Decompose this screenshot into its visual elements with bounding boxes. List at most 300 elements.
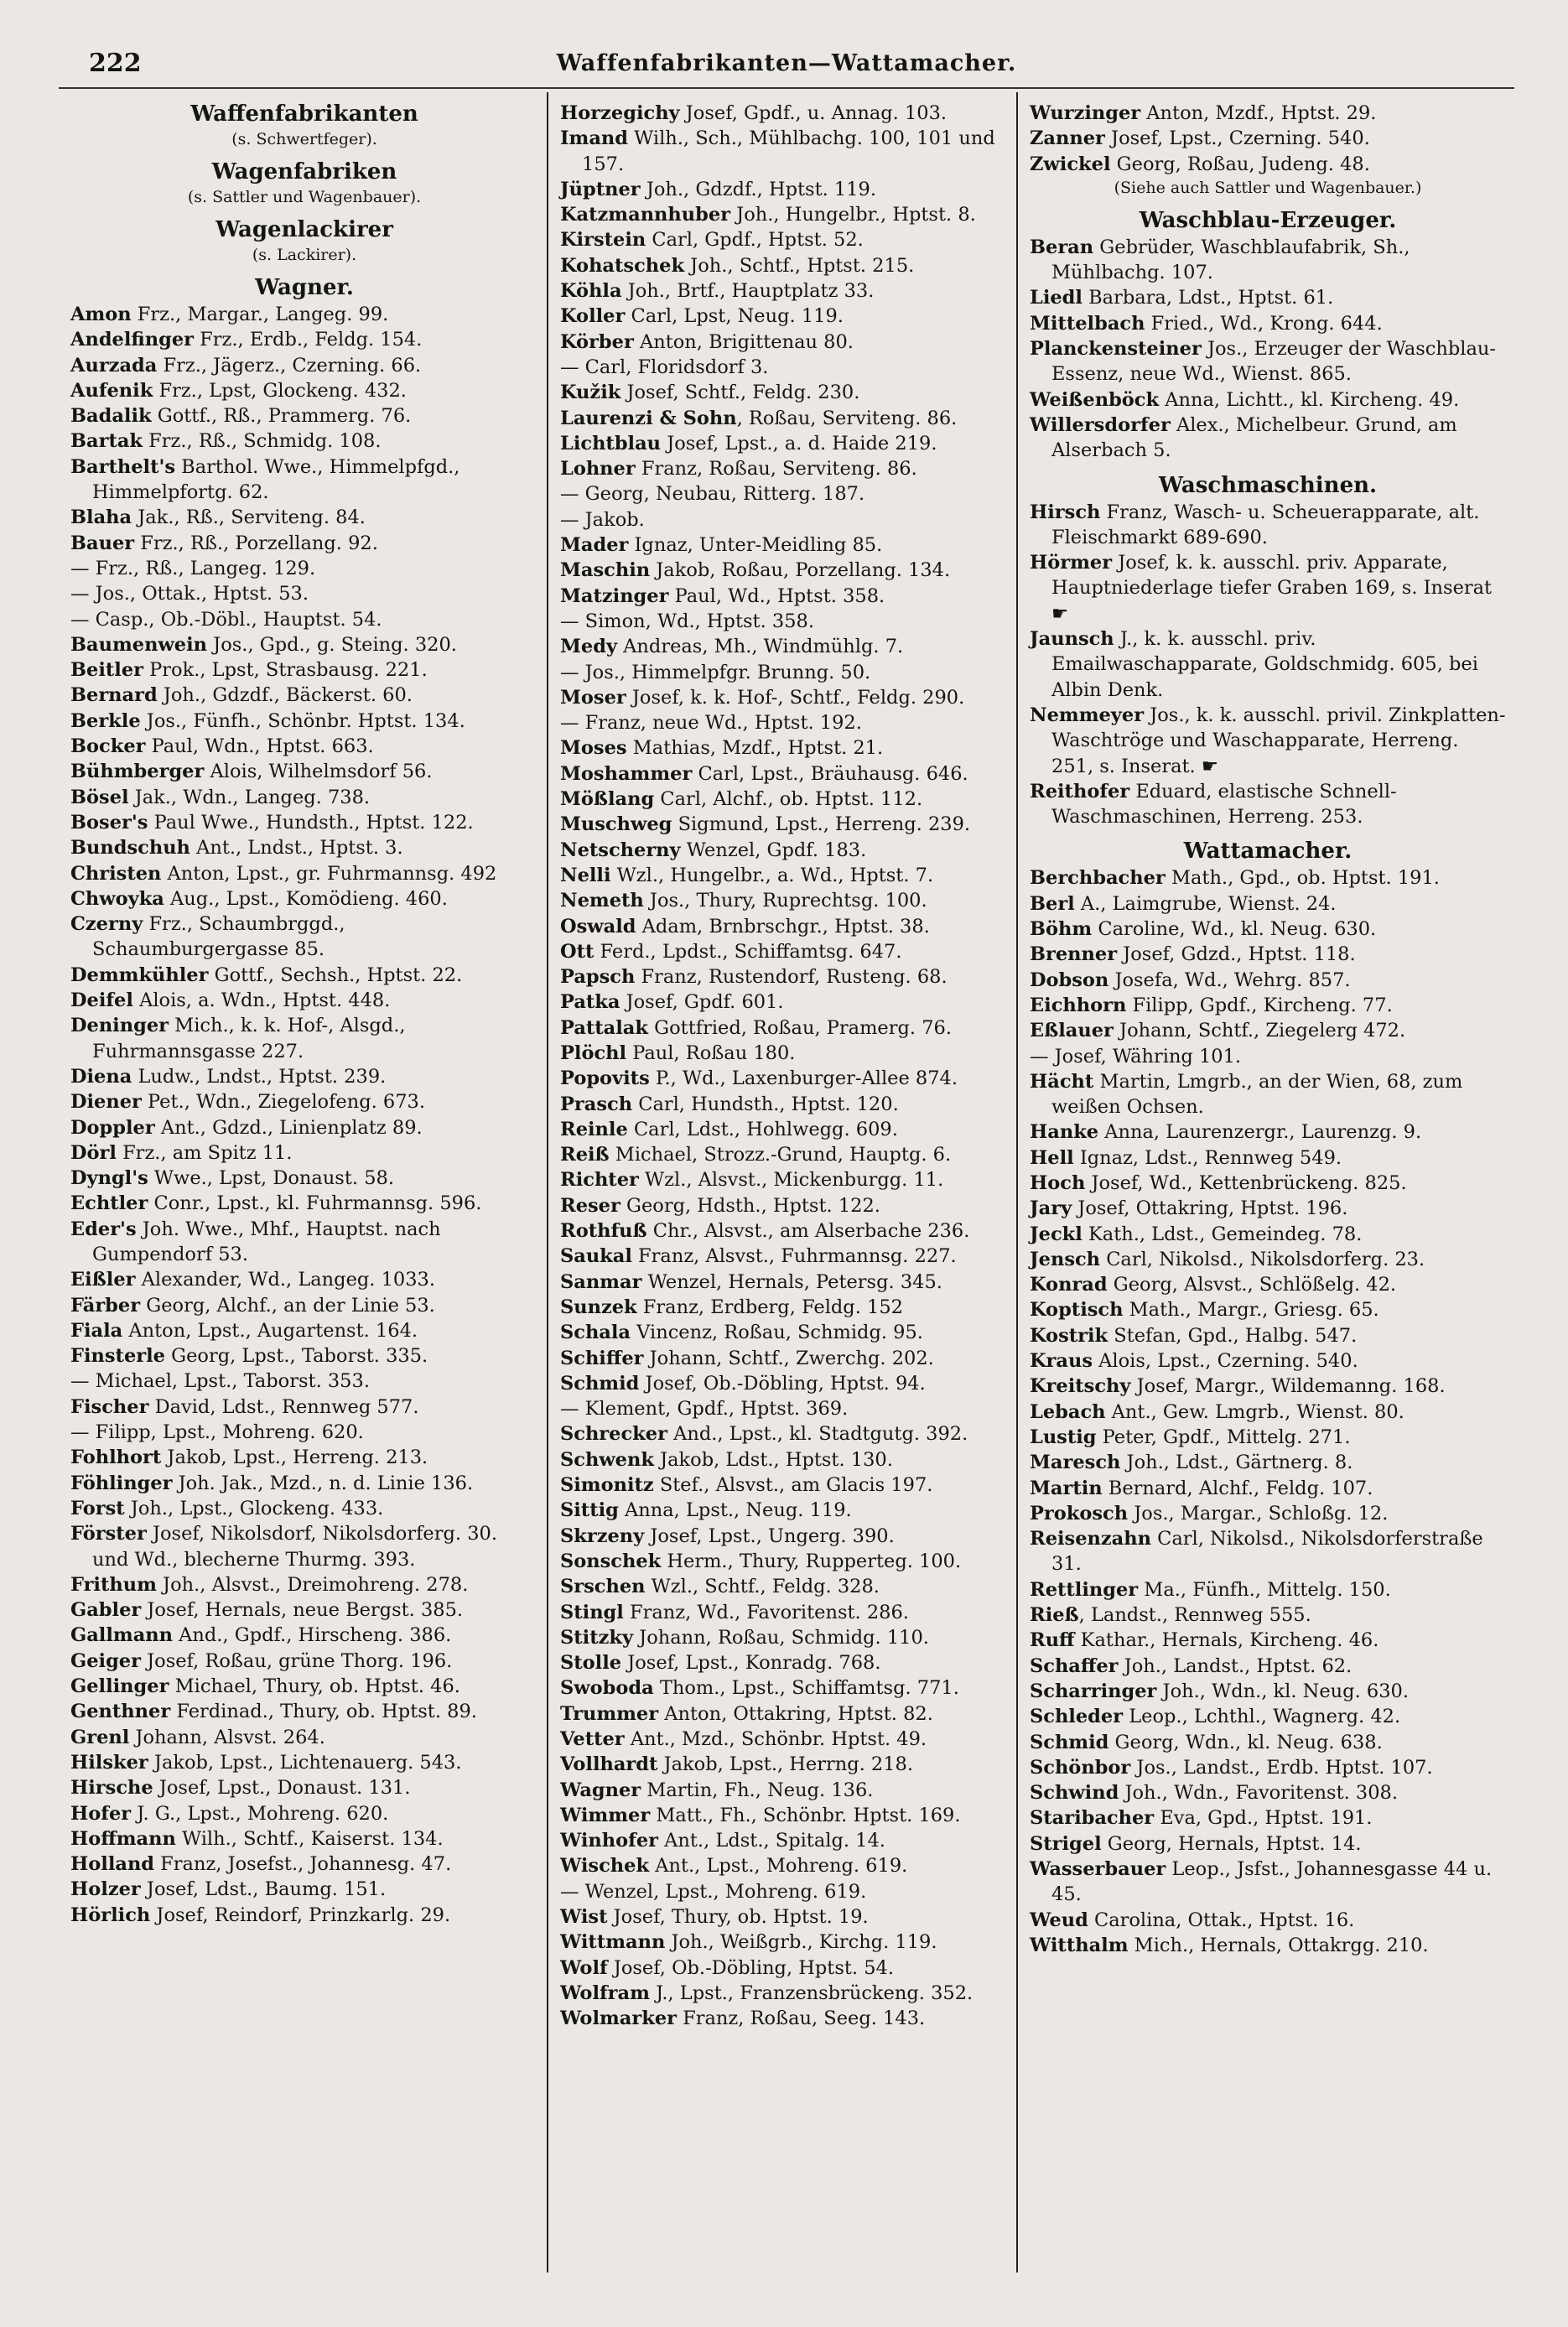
entry-details: Eva, Gpd., Hptst. 191. <box>1154 1807 1373 1830</box>
entry-name: Bartak <box>70 430 143 453</box>
directory-entry <box>1030 1297 1506 1322</box>
directory-entry <box>560 304 1008 329</box>
entry-details: Pet., Wdn., Ziegelofeng. 673. <box>141 1091 426 1114</box>
entry-name: Schmid <box>1030 1731 1109 1753</box>
entry-name: Vetter <box>560 1728 625 1750</box>
directory-entry <box>1030 1857 1506 1908</box>
entry-details: Ignaz, Ldst., Rennweg 549. <box>1073 1146 1342 1169</box>
directory-entry <box>1030 917 1506 942</box>
directory-entry <box>1030 1374 1506 1399</box>
entry-name: Nemmeyer <box>1030 704 1145 726</box>
entry-details: Josef, Roßau, grüne Thorg. 196. <box>140 1649 453 1672</box>
directory-entry <box>1030 550 1506 626</box>
entry-details: Anton, Mzdf., Hptst. 29. <box>1140 102 1377 124</box>
entry-details: Ferd., Lpdst., Schiffamtsg. 647. <box>594 940 902 963</box>
directory-entry <box>1030 336 1506 387</box>
entry-name: Bocker <box>70 735 146 758</box>
entry-name: Gellinger <box>70 1675 169 1698</box>
directory-entry <box>70 353 538 378</box>
directory-entry <box>560 532 1008 558</box>
entry-details: Wilh., Schtf., Kaiserst. 134. <box>175 1827 444 1850</box>
entry-name: Willersdorfer <box>1030 413 1171 436</box>
directory-entry <box>560 227 1008 252</box>
entry-details: Jakob, Ldst., Hptst. 130. <box>653 1448 893 1471</box>
entry-name: Holland <box>70 1853 155 1876</box>
directory-entry <box>1030 1348 1506 1374</box>
directory-entry <box>1030 1780 1506 1805</box>
directory-entry <box>70 556 538 581</box>
directory-entry <box>560 380 1008 405</box>
entry-name: Baumenwein <box>70 633 208 656</box>
entry-name: Hofer <box>70 1802 132 1825</box>
directory-entry <box>560 1650 1008 1675</box>
directory-entry <box>560 1524 1008 1549</box>
directory-entry <box>560 1346 1008 1371</box>
directory-entry <box>560 735 1008 761</box>
entry-name: Kužik <box>560 382 621 404</box>
entry-details: , Landst., Rennweg 555. <box>1078 1604 1311 1627</box>
entry-details: Alex., Michelbeur. Grund, am Alserbach 5. <box>1051 413 1463 462</box>
directory-entry <box>1030 1501 1506 1526</box>
entry-name: Diena <box>70 1065 132 1088</box>
entry-name: Lebach <box>1030 1400 1106 1423</box>
entry-name: Swoboda <box>560 1677 654 1700</box>
entry-name: Berchbacher <box>1030 867 1166 890</box>
directory-entry <box>1030 703 1506 779</box>
entry-name: Hell <box>1030 1146 1074 1169</box>
entry-details: Frz., Margar., Langeg. 99. <box>131 304 389 325</box>
directory-entry <box>70 1420 538 1445</box>
entry-details: Alois, Wilhelmsdorf 56. <box>204 761 433 783</box>
entry-name: Rieß <box>1030 1604 1079 1627</box>
directory-entry <box>560 1549 1008 1574</box>
entry-details: And., Gpdf., Hirscheng. 386. <box>173 1624 452 1647</box>
entry-details: Carl, Lpst., Bräuhausg. 646. <box>692 762 968 785</box>
directory-entry <box>1030 1679 1506 1704</box>
directory-entry <box>560 1396 1008 1421</box>
directory-entry <box>560 1600 1008 1625</box>
directory-entry <box>1030 968 1506 993</box>
directory-entry <box>1030 1425 1506 1450</box>
entry-details: Ant., Mzd., Schönbr. Hptst. 49. <box>624 1728 927 1750</box>
directory-entry <box>560 1142 1008 1167</box>
directory-entry <box>70 1013 538 1064</box>
entry-details: Josef, k. k. Hof-, Schtf., Feldg. 290. <box>626 686 965 709</box>
entry-name: Körber <box>560 330 634 353</box>
entry-details: Kathar., Hernals, Kircheng. 46. <box>1074 1629 1379 1652</box>
entry-name: Nemeth <box>560 890 644 912</box>
entry-name: Kostrik <box>1030 1324 1109 1347</box>
entry-name: Saukal <box>560 1245 632 1268</box>
entry-name: Katzmannhuber <box>560 204 731 226</box>
entry-details: Gebrüder, Waschblaufabrik, Sh., Mühlbachg. 107. <box>1051 236 1416 284</box>
entry-details: Anton, Lpst., Augartenst. 164. <box>122 1319 418 1342</box>
entry-details: Anton, Lpst., gr. Fuhrmannsg. 492 <box>161 862 497 885</box>
directory-entry <box>560 1092 1008 1117</box>
directory-entry <box>1030 942 1506 967</box>
entry-details: — Jos., Himmelpfgr. Brunng. 50. <box>560 661 871 683</box>
entry-details: — Klement, Gpdf., Hptst. 369. <box>560 1398 849 1421</box>
directory-entry <box>560 2006 1008 2031</box>
entry-details: And., Lpst., kl. Stadtgutg. 392. <box>667 1423 968 1446</box>
entry-details: Georg, Alsvst., Schlößelg. 42. <box>1107 1274 1397 1296</box>
directory-entry <box>560 989 1008 1015</box>
entry-details: Franz, Roßau, Seeg. 143. <box>677 2008 926 2030</box>
directory-entry <box>70 657 538 683</box>
entry-details: Jakob, Lpst., Herrng. 218. <box>657 1753 914 1776</box>
entry-details: Franz, Rustendorf, Rusteng. 68. <box>635 966 948 989</box>
directory-entry <box>70 1623 538 1648</box>
directory-entry <box>70 581 538 606</box>
entry-details: Wilh., Sch., Mühlbachg. 100, 101 und 157. <box>582 127 1001 175</box>
entry-details: Herm., Thury, Rupperteg. 100. <box>661 1550 962 1572</box>
directory-entry <box>560 939 1008 964</box>
directory-entry <box>560 406 1008 431</box>
directory-entry <box>560 1117 1008 1142</box>
directory-entry <box>560 1015 1008 1041</box>
entry-details: — Jakob. <box>560 508 645 531</box>
entry-name: Stolle <box>560 1652 622 1675</box>
directory-entry <box>70 454 538 506</box>
directory-entry <box>1030 1018 1506 1043</box>
entry-name: Frithum <box>70 1573 157 1596</box>
directory-entry <box>70 1877 538 1902</box>
section-heading: Wattamacher. <box>1183 839 1353 865</box>
directory-entry <box>1030 1044 1506 1069</box>
directory-entry <box>70 1267 538 1292</box>
entry-details: Frz., Jägerz., Czerning. 66. <box>157 354 422 377</box>
directory-entry <box>70 683 538 708</box>
directory-entry <box>560 1956 1008 1981</box>
entry-name: Gallmann <box>70 1624 173 1647</box>
entry-details: J. G., Lpst., Mohreng. 620. <box>131 1802 389 1825</box>
directory-entry <box>560 1803 1008 1828</box>
section-heading: Waschmaschinen. <box>1158 472 1378 498</box>
entry-details: Ferdinad., Thury, ob. Hptst. 89. <box>170 1701 477 1723</box>
directory-entry <box>70 1597 538 1623</box>
entry-name: Hilsker <box>70 1751 148 1774</box>
entry-details: Matt., Fh., Schönbr. Hptst. 169. <box>650 1804 961 1826</box>
directory-entry <box>560 812 1008 837</box>
directory-entry <box>560 1295 1008 1320</box>
directory-entry <box>70 1343 538 1369</box>
entry-name: Moses <box>560 737 627 760</box>
directory-entry <box>70 1750 538 1775</box>
entry-details: Joh., Gdzdf., Bäckerst. 60. <box>157 684 413 707</box>
entry-name: Deninger <box>70 1015 169 1037</box>
directory-entry <box>560 1574 1008 1599</box>
entry-name: Wolf <box>560 1956 608 1979</box>
entry-name: Matzinger <box>560 584 669 607</box>
entry-name: Prasch <box>560 1093 633 1115</box>
entry-details: Franz, Wasch- u. Scheuerapparate, alt. Fleischmarkt 689-690. <box>1051 501 1486 548</box>
entry-name: Chwoyka <box>70 887 164 910</box>
entry-name: Ruff <box>1030 1629 1075 1652</box>
entry-details: Gottf., Rß., Prammerg. 76. <box>151 405 412 428</box>
entry-details: Georg, Hdsth., Hptst. 122. <box>620 1194 880 1217</box>
entry-name: Dobson <box>1030 969 1109 991</box>
section-heading: Wagenfabriken <box>211 159 397 184</box>
entry-details: Alois, a. Wdn., Hptst. 448. <box>132 989 391 1012</box>
directory-entry <box>560 1752 1008 1777</box>
entry-details: Paul Wwe., Hundsth., Hptst. 122. <box>148 811 474 834</box>
entry-name: Diener <box>70 1091 142 1114</box>
entry-details: — Michael, Lpst., Taborst. 353. <box>70 1370 370 1393</box>
entry-name: Wist <box>560 1906 608 1929</box>
entry-name: Christen <box>70 862 162 885</box>
entry-details: Joh. Jak., Mzd., n. d. Linie 136. <box>172 1472 474 1494</box>
entry-name: Skrzeny <box>560 1524 645 1547</box>
entry-details: Mich., Hernals, Ottakrgg. 210. <box>1128 1934 1429 1956</box>
entry-name: Simonitz <box>560 1474 654 1497</box>
directory-entry <box>1030 865 1506 891</box>
entry-details: Jos., Fünfh., Schönbr. Hptst. 134. <box>140 709 465 732</box>
entry-details: Joh., Lpst., Glockeng. 433. <box>124 1497 384 1519</box>
entry-name: Maresch <box>1030 1452 1121 1474</box>
directory-entry <box>560 202 1008 227</box>
entry-name: Hirsche <box>70 1777 153 1800</box>
directory-entry <box>1030 1272 1506 1297</box>
directory-entry <box>70 1064 538 1089</box>
directory-entry <box>70 1115 538 1140</box>
entry-name: Bösel <box>70 786 129 808</box>
entry-details: — Josef, Währing 101. <box>1030 1045 1242 1067</box>
directory-entry <box>1030 1222 1506 1247</box>
directory-entry <box>1030 1450 1506 1475</box>
directory-entry <box>1030 235 1506 286</box>
entry-name: Berkle <box>70 709 141 732</box>
directory-entry <box>560 431 1008 456</box>
entry-name: Fohlhort <box>70 1447 162 1469</box>
entry-details: Josef, Lpst., a. d. Haide 219. <box>661 432 937 454</box>
directory-entry <box>1030 1602 1506 1628</box>
directory-entry <box>560 1167 1008 1192</box>
directory-entry <box>70 1572 538 1597</box>
directory-entry <box>560 1828 1008 1853</box>
entry-details: Franz, Wd., Favoritenst. 286. <box>623 1601 909 1623</box>
entry-details: Ant., Gew. Lmgrb., Wienst. 80. <box>1105 1400 1404 1423</box>
entry-details: Wenzel, Gpdf. 183. <box>680 839 867 861</box>
entry-name: Trummer <box>560 1702 659 1725</box>
directory-entry <box>560 1879 1008 1904</box>
directory-entry <box>560 1981 1008 2006</box>
entry-name: Hanke <box>1030 1121 1099 1144</box>
entry-details: Joh. Wwe., Mhf., Hauptst. nach Gumpendorf 53. <box>92 1218 447 1265</box>
entry-details: Paul, Wd., Hptst. 358. <box>668 584 885 607</box>
entry-details: Martin, Lmgrb., an der Wien, 68, zum weißen Ochsen. <box>1051 1070 1469 1119</box>
entry-details: — Simon, Wd., Hptst. 358. <box>560 610 814 632</box>
directory-entry <box>70 1801 538 1826</box>
entry-name: Mößlang <box>560 788 655 811</box>
entry-name: Hirsch <box>1030 501 1101 523</box>
directory-entry <box>560 456 1008 481</box>
entry-name: Ott <box>560 940 594 963</box>
entry-details: Carl, Alchf., ob. Hptst. 112. <box>654 788 923 811</box>
entry-name: Eißler <box>70 1269 136 1291</box>
section-note: (s. Sattler und Wagenbauer). <box>187 188 422 206</box>
entry-name: Hörlich <box>70 1904 151 1926</box>
entry-details: Ignaz, Unter-Meidling 85. <box>628 534 883 557</box>
entry-details: — Franz, neue Wd., Hptst. 192. <box>560 712 862 735</box>
entry-name: Grenl <box>70 1726 130 1748</box>
directory-entry <box>1030 1933 1506 1958</box>
directory-entry <box>70 1395 538 1420</box>
entry-details: Michael, Strozz.-Grund, Hauptg. 6. <box>609 1144 952 1166</box>
entry-details: — Carl, Floridsdorf 3. <box>560 356 769 378</box>
entry-name: Koller <box>560 305 626 328</box>
directory-entry <box>560 1473 1008 1498</box>
entry-details: Carl, Gpdf., Hptst. 52. <box>646 229 864 252</box>
directory-entry <box>70 1674 538 1699</box>
directory-entry <box>70 759 538 784</box>
directory-entry <box>1030 1069 1506 1120</box>
directory-entry <box>1030 1805 1506 1831</box>
entry-details: Alois, Lpst., Czerning. 540. <box>1093 1350 1358 1373</box>
directory-entry <box>70 378 538 403</box>
directory-entry <box>560 278 1008 304</box>
section-heading: Waschblau-Erzeuger. <box>1139 207 1397 233</box>
directory-entry <box>70 1191 538 1216</box>
entry-name: Kohatschek <box>560 254 685 277</box>
directory-entry <box>560 177 1008 202</box>
entry-name: Schiffer <box>560 1347 644 1369</box>
entry-name: Reithofer <box>1030 780 1130 803</box>
entry-details: Carolina, Ottak., Hptst. 16. <box>1088 1909 1355 1931</box>
directory-entry <box>70 403 538 429</box>
entry-details: Leop., Lchthl., Wagnerg. 42. <box>1123 1706 1401 1728</box>
entry-name: Martin <box>1030 1477 1103 1499</box>
entry-details: — Filipp, Lpst., Mohreng. 620. <box>70 1421 364 1444</box>
entry-name: Schwind <box>1030 1782 1119 1805</box>
entry-name: Finsterle <box>70 1345 165 1368</box>
directory-entry <box>70 607 538 632</box>
entry-details: Josef, Hernals, neue Bergst. 385. <box>141 1599 464 1622</box>
entry-details: Caroline, Wd., kl. Neug. 630. <box>1092 918 1377 941</box>
entry-details: Anna, Lichtt., kl. Kircheng. 49. <box>1159 388 1460 411</box>
directory-entry <box>70 302 538 327</box>
directory-entry <box>70 861 538 886</box>
entry-name: Bundschuh <box>70 837 190 860</box>
entry-details: Joh., Hungelbr., Hptst. 8. <box>730 204 976 226</box>
entry-details: Jos., Margar., Schloßg. 12. <box>1128 1502 1389 1524</box>
entry-details: Wzl., Schtf., Feldg. 328. <box>645 1576 880 1598</box>
entry-details: Joh., Brtf., Hauptplatz 33. <box>621 280 875 303</box>
entry-name: Weißenböck <box>1030 388 1160 411</box>
directory-entry <box>70 1318 538 1343</box>
entry-name: Sanmar <box>560 1270 642 1293</box>
entry-details: Joh., Gdzdf., Hptst. 119. <box>640 178 877 200</box>
entry-details: Anton, Ottakring, Hptst. 82. <box>658 1702 933 1725</box>
directory-entry <box>70 1471 538 1496</box>
entry-details: David, Ldst., Rennweg 577. <box>148 1395 419 1418</box>
entry-details: Mich., k. k. Hof-, Alsgd., Fuhrmannsgasse 227. <box>92 1015 412 1062</box>
entry-name: Barthelt's <box>70 455 176 478</box>
entry-name: Eichhorn <box>1030 994 1127 1016</box>
entry-name: Bernard <box>70 684 158 707</box>
column-3 <box>1016 92 1514 2272</box>
directory-entry <box>560 787 1008 812</box>
directory-entry <box>560 1778 1008 1803</box>
entry-name: Jensch <box>1030 1248 1101 1270</box>
entry-name: Medy <box>560 636 618 658</box>
entry-name: Hörmer <box>1030 552 1113 574</box>
directory-entry <box>560 1727 1008 1752</box>
entry-details: Georg, Wdn., kl. Neug. 638. <box>1109 1731 1383 1753</box>
section-heading: Wagner. <box>255 275 354 300</box>
entry-name: Holzer <box>70 1878 141 1901</box>
entry-details: Franz, Josefst., Johannesg. 47. <box>154 1853 452 1876</box>
directory-entry <box>70 988 538 1013</box>
entry-name: Eder's <box>70 1218 137 1240</box>
entry-name: Schönbor <box>1030 1756 1131 1779</box>
entry-name: Hächt <box>1030 1070 1094 1093</box>
directory-entry <box>70 1775 538 1800</box>
directory-entry <box>560 1270 1008 1295</box>
entry-name: Lohner <box>560 458 636 480</box>
entry-details: Paul, Wdn., Hptst. 663. <box>145 735 374 758</box>
entry-name: Kirstein <box>560 229 646 252</box>
entry-details: Josef, Gpdf., u. Annag. 103. <box>679 102 948 124</box>
entry-details: A., Laimgrube, Wienst. 24. <box>1074 892 1337 915</box>
entry-details: Johann, Roßau, Schmidg. 110. <box>633 1626 929 1649</box>
entry-name: Blaha <box>70 506 132 529</box>
directory-entry <box>1030 1526 1506 1577</box>
entry-name: Sonschek <box>560 1550 662 1572</box>
directory-entry <box>560 1066 1008 1091</box>
entry-name: Gabler <box>70 1599 142 1622</box>
entry-details: Prok., Lpst, Strasbausg. 221. <box>143 659 428 682</box>
entry-details: Josef, Gpdf. 601. <box>620 991 784 1014</box>
directory-entry <box>70 327 538 352</box>
entry-details: Ma., Fünfh., Mittelg. 150. <box>1138 1578 1391 1601</box>
entry-name: Wischek <box>560 1855 650 1878</box>
directory-entry <box>560 1371 1008 1396</box>
directory-entry <box>560 863 1008 888</box>
entry-details: Josef, Ldst., Baumg. 151. <box>140 1878 387 1901</box>
entry-details: Ant., Ldst., Spitalg. 14. <box>658 1830 885 1852</box>
entry-details: Jakob, Roßau, Porzellang. 134. <box>650 559 951 582</box>
entry-details: Wenzel, Hernals, Petersg. 345. <box>641 1270 942 1293</box>
entry-name: Schwenk <box>560 1448 654 1471</box>
entry-details: Wzl., Alsvst., Mickenburgg. 11. <box>638 1169 944 1192</box>
entry-details: Johann, Schtf., Zwerchg. 202. <box>643 1347 934 1369</box>
entry-name: Doppler <box>70 1116 155 1139</box>
entry-details: Stefan, Gpd., Halbg. 547. <box>1108 1324 1358 1347</box>
entry-name: Plöchl <box>560 1041 627 1064</box>
entry-name: Muschweg <box>560 813 672 836</box>
entry-details: Jak., Wdn., Langeg. 738. <box>128 786 371 808</box>
entry-name: Hoffmann <box>70 1827 176 1850</box>
entry-details: Paul, Roßau 180. <box>626 1041 796 1064</box>
entry-name: Czerny <box>70 913 143 936</box>
directory-entry <box>1030 1196 1506 1221</box>
entry-name: Maschin <box>560 559 651 582</box>
entry-details: Frz., am Spitz 11. <box>116 1141 293 1164</box>
entry-details: Ant., Lndst., Hptst. 3. <box>190 837 403 860</box>
entry-name: Staribacher <box>1030 1807 1155 1830</box>
directory-entry <box>560 1320 1008 1345</box>
entry-details: Jos., Landst., Erdb. Hptst. 107. <box>1130 1756 1433 1779</box>
entry-details: Wwe., Lpst, Donaust. 58. <box>148 1167 394 1190</box>
directory-entry <box>1030 1247 1506 1272</box>
entry-details: J., Lpst., Franzensbrückeng. 352. <box>649 1982 974 2004</box>
entry-name: Reinle <box>560 1118 628 1140</box>
entry-details: Jos., Erzeuger der Waschblau-Essenz, neue Wd., Wienst. 865. <box>1051 338 1496 386</box>
directory-entry <box>70 709 538 734</box>
entry-details: Frz., Rß., Porzellang. 92. <box>134 532 378 554</box>
entry-name: Rothfuß <box>560 1220 647 1243</box>
entry-details: Peter, Gpdf., Mittelg. 271. <box>1096 1426 1351 1448</box>
